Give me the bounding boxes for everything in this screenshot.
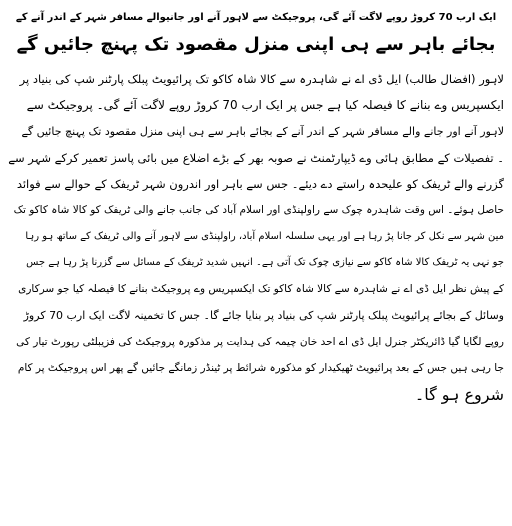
article-headline [8,4,504,58]
body-line: کے پیش نظر ایل ڈی اے نے شاہدرہ سے کالا شاہ کاکو تک ایکسپریس وے پروجیکٹ بنانے کا فیصلہ کیا جو سرکاری [18,283,504,296]
body-line: ۔ تفصیلات کے مطابق ہائی وے ڈیپارٹمنٹ نے صوبہ بھر کے بڑے اضلاع میں بائی پاسز تعمیر کرکے شہر سے [8,150,504,165]
body-line: شروع ہو گا۔ [414,384,504,404]
body-line: مین شہر سے نکل کر جانا پڑ رہا ہے اور یہی سلسلہ اسلام آباد، راولپنڈی سے لاہور آنے والی ٹریفک کے ساتھ ہو رہا [25,230,504,242]
body-line: ایکسپریس وے بنانے کا فیصلہ کیا ہے جس پر ایک ارب 70 کروڑ روپے لاگت آئے گی۔ پروجیکٹ سے [26,98,504,113]
body-line: حاصل ہوئے۔ اس وقت شاہدرہ چوک سے راولپنڈی اور اسلام آباد کی جانب جانے والی ٹریفک کو کالا شاہ کاکو تک [13,204,504,217]
body-line: لاہور آنے اور جانے والے مسافر شہر کے اندر آنے کے بجائے باہر سے ہی اپنی منزل مقصود تک پہنچ جائیں گے [21,124,504,138]
article-body [8,66,504,408]
body-line: جو نہی یہ ٹریفک کالا شاہ کاکو سے نیازی چوک تک آتی ہے۔ انہیں شدید ٹریفک کے مسائل سے گزرنا پڑ رہا ہے جس [26,257,504,269]
body-line: روپے لگایا گیا ڈائریکٹر جنرل ایل ڈی اے احد خان چیمہ کی ہدایت پر مذکورہ پروجیکٹ کی فزیبلٹی رپورٹ تیار کی [16,335,504,348]
body-line: جا رہی ہیں جس کے بعد پرائیویٹ ٹھیکیدار کو مذکورہ شرائط پر ٹینڈر زمانگے جائیں گے پھر اس پروجیکٹ پر کام [17,362,504,375]
body-line: لاہور (افضال طالب) ایل ڈی اے نے شاہدرہ سے کالا شاہ کاکو تک پرائیویٹ پبلک پارٹنر شپ کی بنیاد پر [19,72,504,86]
body-line: گزرنے والے ٹریفک کو علیحدہ راستے دے دیئے۔ جس سے باہر اور اندرون شہر ٹریفک کے حوالے سے فوائد [16,177,504,192]
headline-line: ایک ارب 70 کروڑ روپے لاگت آئے گی، پروجیکٹ سے لاہور آنے اور جانیوالے مسافر شہر کے اندر آنے کے [15,12,497,23]
headline-line: بجائے باہر سے ہی اپنی منزل مقصود تک پہنچ جائیں گے [16,34,496,55]
body-line: وسائل کے بجائے پرائیویٹ پبلک پارٹنر شپ کی بنیاد پر بنایا جائے گا۔ جس کا تخمینہ لاگت ایک ارب 70 کروڑ [23,308,504,322]
